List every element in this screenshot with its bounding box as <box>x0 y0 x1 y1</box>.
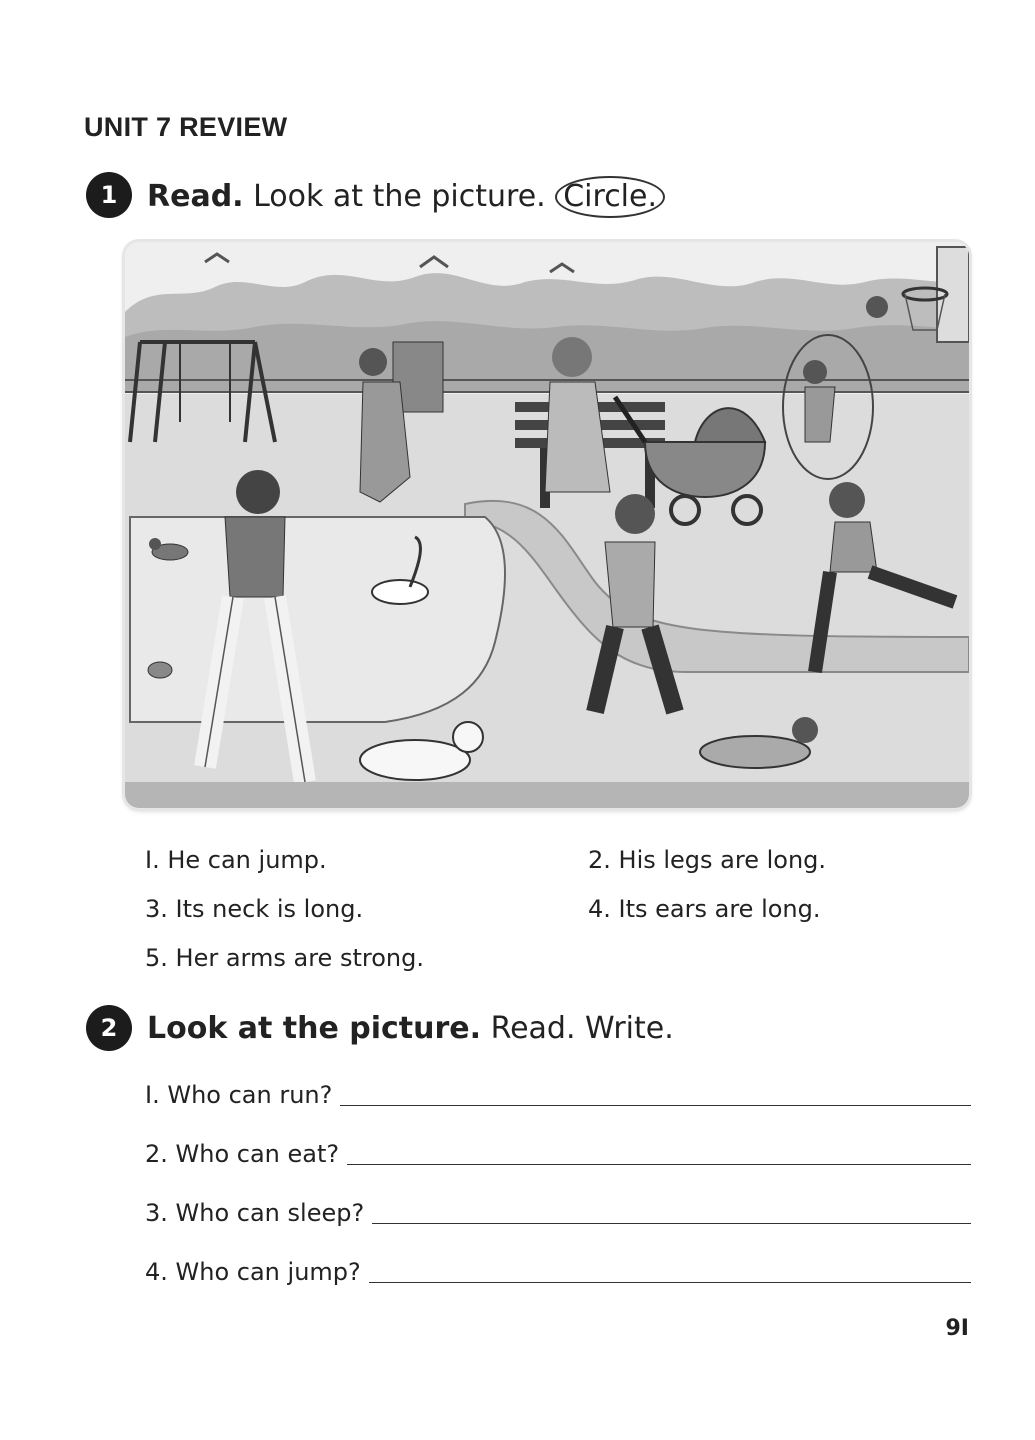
small-bird-on-post <box>148 662 172 678</box>
statement-3: 3. Its neck is long. <box>145 895 364 923</box>
statement-4: 4. Its ears are long. <box>588 895 821 923</box>
page-number: 9I <box>945 1316 969 1341</box>
statement-2: 2. His legs are long. <box>588 846 827 874</box>
question-row-2 <box>145 1133 971 1169</box>
statement-5: 5. Her arms are strong. <box>145 944 424 972</box>
exercise-2-instruction <box>147 1011 674 1046</box>
question-row-4 <box>145 1251 971 1287</box>
exercise-1-number-badge: 1 <box>86 172 132 218</box>
question-row-3 <box>145 1192 971 1228</box>
pond <box>130 517 505 722</box>
exercise-1-instruction-circled: Circle. <box>555 176 665 218</box>
exercise-2-number-badge: 2 <box>86 1005 132 1051</box>
exercise-1-instruction-text: Look at the picture. <box>253 179 546 214</box>
answer-line-1[interactable] <box>340 1105 971 1106</box>
unit-title: UNIT 7 REVIEW <box>84 112 288 142</box>
answer-line-2[interactable] <box>347 1164 971 1165</box>
park-scene-illustration <box>125 242 969 808</box>
question-4-text: 4. Who can jump? <box>145 1258 361 1286</box>
question-2-text: 2. Who can eat? <box>145 1140 340 1168</box>
question-1-text: I. Who can run? <box>145 1081 333 1109</box>
exercise-2-instruction-text: Read. Write. <box>490 1011 674 1046</box>
park-scene-picture <box>125 242 969 808</box>
answer-line-3[interactable] <box>372 1223 971 1224</box>
answer-line-4[interactable] <box>369 1282 971 1283</box>
exercise-2-instruction-bold: Look at the picture. <box>147 1011 482 1046</box>
question-row-1 <box>145 1074 971 1110</box>
exercise-1-instruction <box>147 176 665 218</box>
exercise-1-instruction-bold: Read. <box>147 179 244 214</box>
question-3-text: 3. Who can sleep? <box>145 1199 365 1227</box>
statement-1: I. He can jump. <box>145 846 327 874</box>
